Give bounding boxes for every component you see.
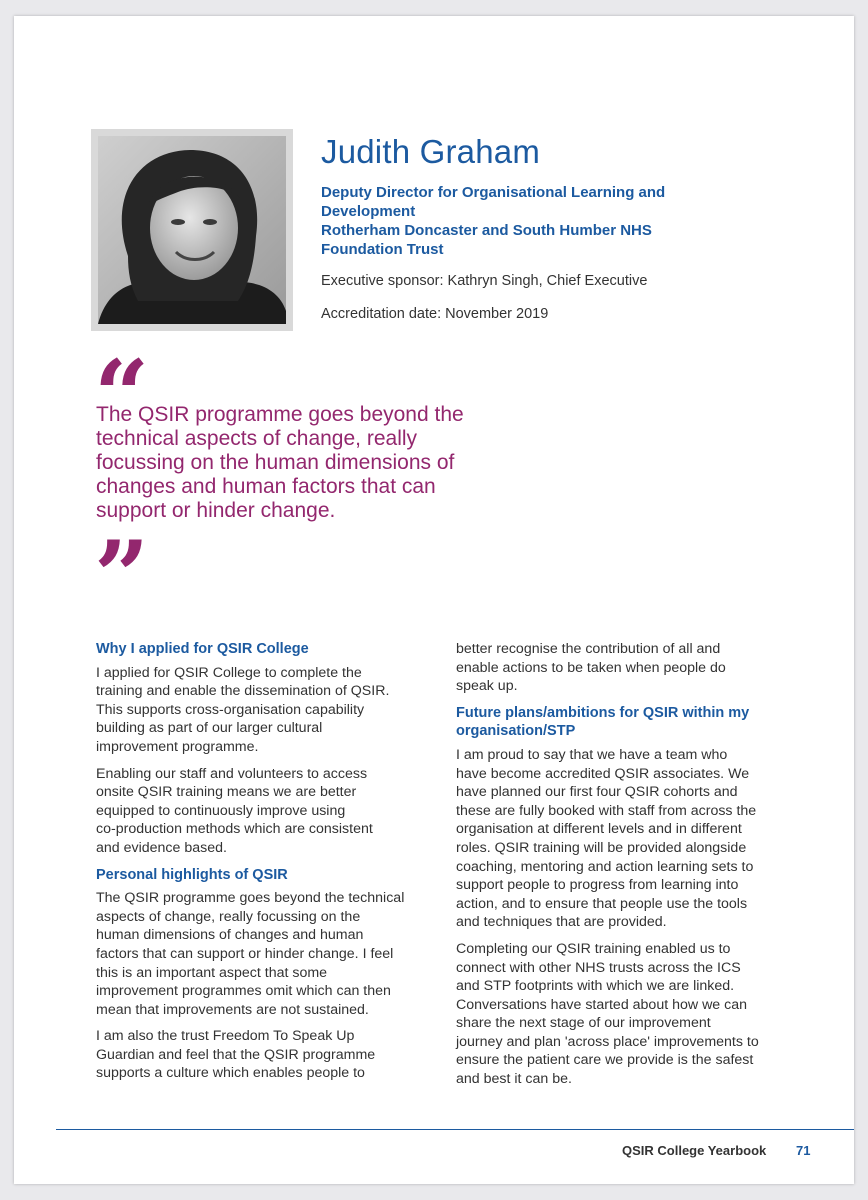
text-line: I am also the trust Freedom To Speak Up [96, 1028, 355, 1045]
text-line: improvement programme. [96, 738, 259, 755]
organisation-line: Rotherham Doncaster and South Humber NHS [321, 222, 652, 239]
text-line: and best it can be. [456, 1071, 572, 1088]
text-line: aspects of change, really focussing on the [96, 908, 361, 925]
left-column [96, 640, 416, 1091]
text-line: equipped to continuously improve using [96, 802, 346, 819]
text-line: coaching, mentoring and action learning sets to [456, 858, 754, 875]
job-title-line: Deputy Director for Organisational Learning and [321, 184, 666, 201]
text-line: speak up. [456, 678, 518, 695]
person-name: Judith Graham [321, 133, 541, 170]
text-line: The QSIR programme goes beyond the technical [96, 890, 405, 907]
text-line: and evidence based. [96, 839, 227, 856]
text-line: support people to progress from learning into [456, 877, 739, 894]
text-line: I am proud to say that we have a team who [456, 746, 728, 763]
organisation-line: Foundation Trust [321, 241, 444, 258]
paragraph [456, 640, 776, 696]
text-line: ensure the patient care we provide is the safest [456, 1052, 754, 1069]
pull-quote-line: support or hinder change. [96, 499, 336, 522]
footer-publication-title: QSIR College Yearbook [622, 1143, 767, 1158]
section-heading-personal-highlights: Personal highlights of QSIR [96, 866, 288, 883]
close-quote-icon: ” [94, 520, 140, 633]
text-line: improvement programmes omit which can then [96, 983, 391, 1000]
text-line: Enabling our staff and volunteers to access [96, 765, 368, 782]
footer-divider [56, 1129, 854, 1130]
text-line: training and enable the dissemination of QSIR. [96, 683, 390, 700]
yearbook-page [14, 16, 854, 1184]
paragraph [96, 765, 416, 858]
text-line: have planned our first four QSIR cohorts and [456, 784, 738, 801]
text-line: share the next stage of our improvement [456, 1015, 711, 1032]
text-line: Completing our QSIR training enabled us to [456, 940, 731, 957]
text-line: this is an important aspect that some [96, 964, 328, 981]
text-line: building as part of our larger cultural [96, 720, 323, 737]
text-line: these are fully booked with staff from across the [456, 802, 757, 819]
text-line: connect with other NHS trusts across the ICS [456, 959, 741, 976]
text-line: and techniques that are provided. [456, 914, 667, 931]
executive-sponsor: Executive sponsor: Kathryn Singh, Chief Executive [321, 273, 648, 289]
text-line: and STP footprints with which we are linked. [456, 978, 735, 995]
pull-quote-line: technical aspects of change, really [96, 427, 418, 450]
text-line: have become accredited QSIR associates. We [456, 765, 750, 782]
text-line: organisation at different levels and in different [456, 821, 742, 838]
text-line: Conversations have started about how we can [456, 996, 748, 1013]
section-heading-future-plans [456, 704, 776, 741]
portrait-image [98, 136, 286, 324]
paragraph [96, 889, 416, 1019]
pull-quote-line: The QSIR programme goes beyond the [96, 403, 464, 426]
text-line: factors that can support or hinder change. I feel [96, 945, 394, 962]
heading-line: organisation/STP [456, 723, 576, 740]
text-line: better recognise the contribution of all and [456, 641, 721, 657]
text-line: supports a culture which enables people to [96, 1065, 365, 1082]
text-line: onsite QSIR training means we are better [96, 784, 357, 801]
pull-quote [96, 403, 496, 523]
section-heading-why-applied: Why I applied for QSIR College [96, 641, 309, 657]
text-line: roles. QSIR training will be provided alongside [456, 839, 747, 856]
paragraph [96, 1027, 416, 1083]
text-line: co-production methods which are consistent [96, 821, 373, 838]
paragraph [456, 940, 776, 1089]
paragraph [456, 746, 776, 932]
text-line: human dimensions of changes and human [96, 927, 364, 944]
text-line: This supports cross-organisation capability [96, 701, 365, 718]
text-line: mean that improvements are not sustained. [96, 1001, 369, 1018]
page-number: 71 [796, 1143, 811, 1158]
text-line: action, and to ensure that people use the tools [456, 895, 748, 912]
right-column [456, 640, 776, 1097]
accreditation-date: Accreditation date: November 2019 [321, 306, 549, 322]
portrait-photo [91, 129, 293, 331]
pull-quote-line: focussing on the human dimensions of [96, 451, 455, 474]
pull-quote-line: changes and human factors that can [96, 475, 436, 498]
heading-line: Future plans/ambitions for QSIR within my [456, 704, 750, 721]
text-line: I applied for QSIR College to complete the [96, 664, 362, 681]
job-title-line: Development [321, 203, 416, 220]
text-line: Guardian and feel that the QSIR programme [96, 1046, 376, 1063]
open-quote-icon: “ [94, 339, 140, 452]
paragraph [96, 664, 416, 757]
text-line: journey and plan 'across place' improvements to [456, 1033, 759, 1050]
job-title [321, 183, 721, 259]
text-line: enable actions to be taken when people do [456, 659, 726, 676]
